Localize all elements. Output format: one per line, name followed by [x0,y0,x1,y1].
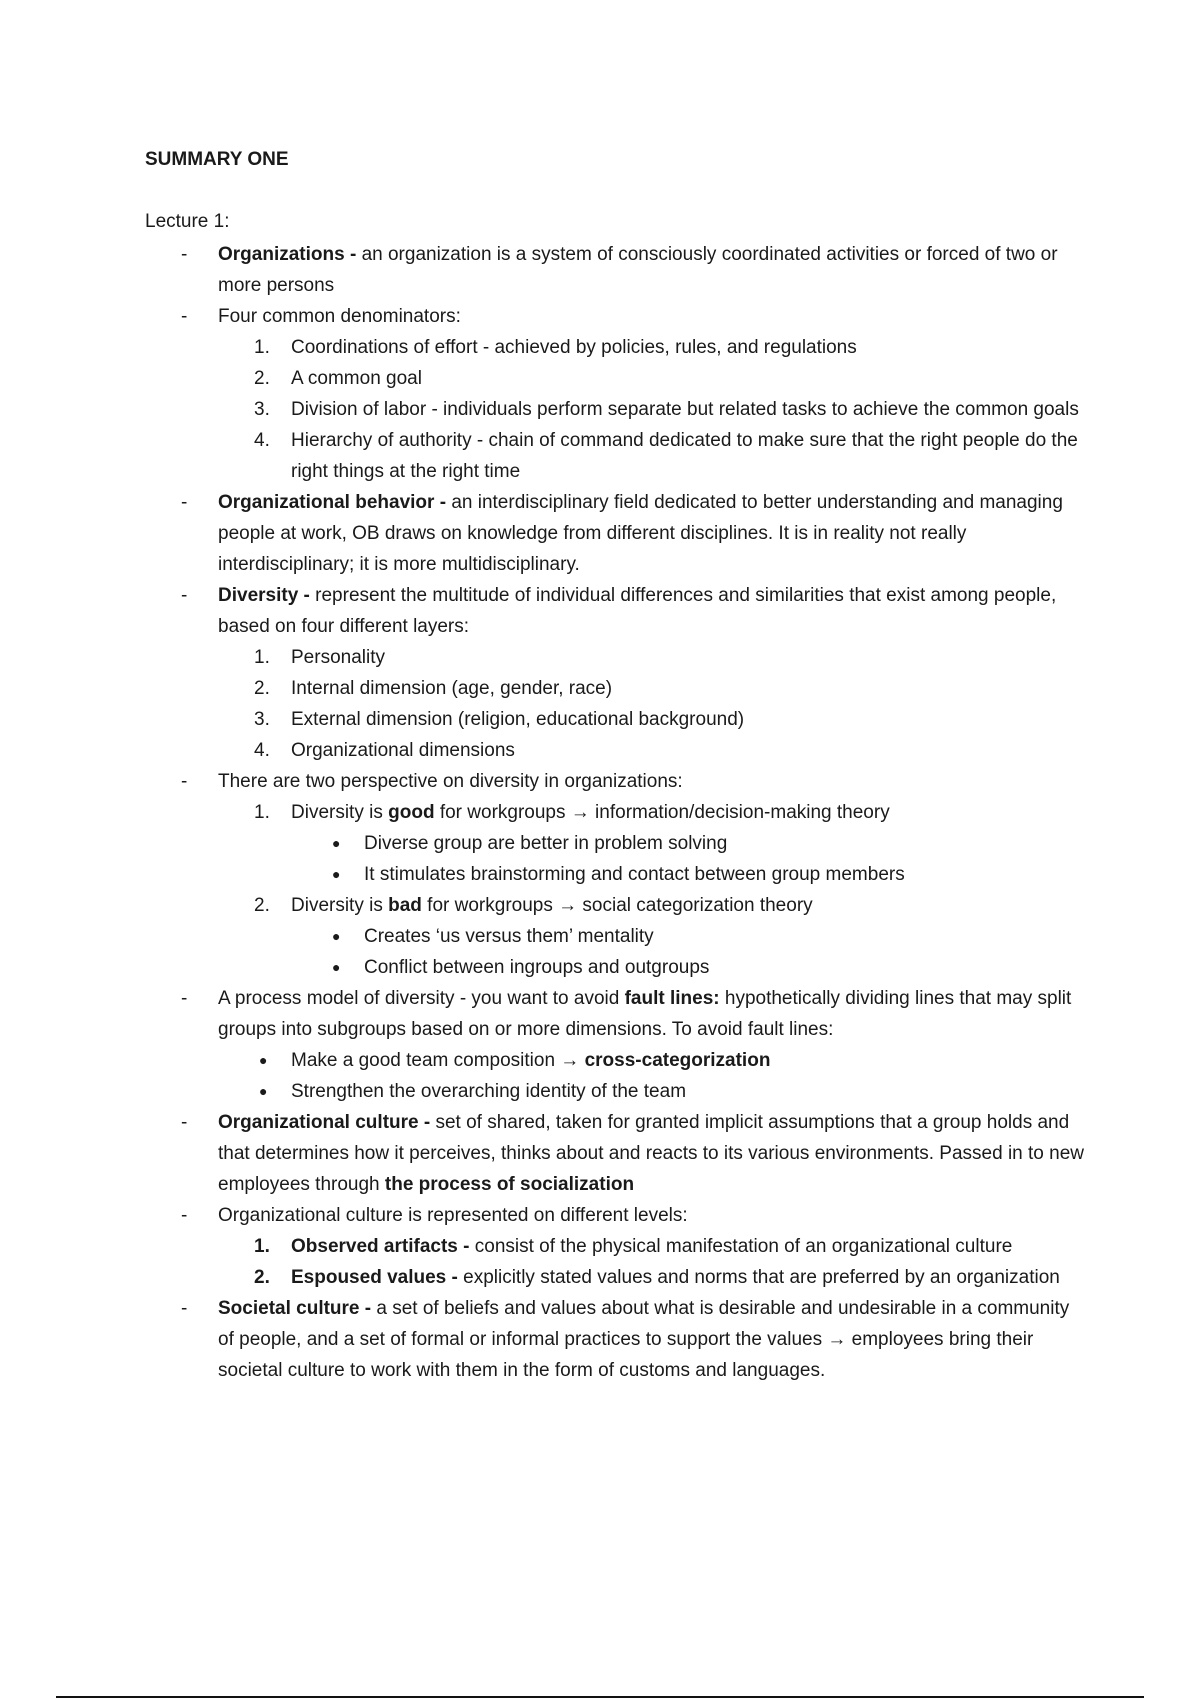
list-item [254,642,1085,673]
list-item [254,735,1085,766]
list-item-good [254,797,1085,890]
list-number: 3. [254,399,270,420]
footer-divider [56,1696,1144,1698]
list-item [254,425,1085,487]
definition: explicitly stated values and norms that are preferred by an organization [457,1267,1060,1288]
item-text: A process model of diversity - you want to avoid [218,988,625,1009]
dash-marker: - [181,1205,188,1226]
list-number: 2. [254,368,270,389]
document-title: SUMMARY ONE [145,149,289,170]
bullet-marker: ● [259,1083,268,1099]
emphasis: cross-categorization [584,1050,771,1071]
dash-marker: - [181,492,188,513]
list-number: 4. [254,740,270,761]
list-number: 2. [254,895,270,916]
item-text: Conflict between ingroups and outgroups [364,957,710,978]
dash-marker: - [181,988,188,1009]
term: Organizational culture - [218,1112,431,1133]
list-item [254,363,1085,394]
bullet-list [218,1045,1085,1107]
culture-levels-list [218,1231,1085,1293]
emphasis: fault lines: [624,988,720,1009]
definition: set of shared, taken for granted implicit assumptions that a group holds and that determines how it perceives, thinks about and reacts to its various environments. Passed in to new employees through [218,1112,1085,1195]
definition: a set of beliefs and values about what is desirable and undesirable in a community of people, and a set of formal or informal practices to support the values → employees bring their societal culture to work with them in the form of customs and languages. [218,1298,1070,1381]
item-text: External dimension (religion, educational background) [291,709,745,730]
bullet-item [259,1076,1085,1107]
item-text: hypothetically dividing lines that may split groups into subgroups based on or more dimensions. To avoid fault lines: [218,988,1072,1040]
item-text: A common goal [291,368,422,389]
emphasis: bad [388,895,422,916]
list-item-organizational-behavior [181,487,1085,580]
bullet-marker: ● [259,1052,268,1068]
definition: an organization is a system of consciously coordinated activities or forced of two or more persons [218,244,1058,296]
list-number: 1. [254,1236,270,1257]
list-item-process-model [181,983,1085,1107]
list-item-culture-levels [181,1200,1085,1293]
definition: represent the multitude of individual differences and similarities that exist among people, based on four different layers: [218,585,1057,637]
item-text: Division of labor - individuals perform separate but related tasks to achieve the common goals [291,399,1079,420]
bullet-item [259,1045,1085,1076]
list-item-perspectives [181,766,1085,983]
main-list [145,239,1085,1386]
lecture-heading: Lecture 1: [145,211,230,232]
list-item-bad [254,890,1085,983]
dash-marker: - [181,1112,188,1133]
bullet-marker: ● [332,866,341,882]
dash-marker: - [181,306,188,327]
term: Espoused values - [291,1267,458,1288]
item-text: Make a good team composition → [291,1050,585,1071]
emphasis: good [388,802,435,823]
document-page [145,146,1085,1386]
emphasis: the process of socialization [384,1174,635,1195]
term: Diversity - [218,585,310,606]
list-item [254,332,1085,363]
item-text: Hierarchy of authority - chain of command dedicated to make sure that the right people do the right things at the right time [291,430,1078,482]
dash-marker: - [181,585,188,606]
bullet-item [332,952,1085,983]
item-text: Diversity is [291,802,389,823]
list-number: 3. [254,709,270,730]
bullet-marker: ● [332,959,341,975]
list-item [254,394,1085,425]
list-number: 4. [254,430,270,451]
definition: consist of the physical manifestation of an organizational culture [469,1236,1013,1257]
bullet-list [291,921,1085,983]
list-item-organizations [181,239,1085,301]
item-text: Organizational culture is represented on different levels: [218,1205,688,1226]
item-text: Internal dimension (age, gender, race) [291,678,613,699]
item-text: for workgroups → information/decision-making theory [434,802,890,823]
perspectives-list [218,797,1085,983]
term: Societal culture - [218,1298,372,1319]
list-number: 1. [254,337,270,358]
term: Observed artifacts - [291,1236,470,1257]
list-item [254,1262,1085,1293]
list-item [254,673,1085,704]
term: Organizations - [218,244,357,265]
item-text: Diversity is [291,895,389,916]
list-item-organizational-culture [181,1107,1085,1200]
list-number: 2. [254,678,270,699]
item-text: Personality [291,647,385,668]
item-text: Four common denominators: [218,306,461,327]
item-text: Strengthen the overarching identity of the team [291,1081,687,1102]
bullet-marker: ● [332,835,341,851]
item-text: Creates ‘us versus them’ mentality [364,926,654,947]
list-number: 1. [254,647,270,668]
list-number: 2. [254,1267,270,1288]
term: Organizational behavior - [218,492,447,513]
list-number: 1. [254,802,270,823]
dash-marker: - [181,771,188,792]
list-item [254,704,1085,735]
list-item-societal-culture [181,1293,1085,1386]
dash-marker: - [181,1298,188,1319]
bullet-item [332,921,1085,952]
list-item [254,1231,1085,1262]
item-text: Organizational dimensions [291,740,515,761]
diversity-layers-list [218,642,1085,766]
list-item-denominators [181,301,1085,487]
item-text: for workgroups → social categorization theory [421,895,813,916]
item-text: Coordinations of effort - achieved by policies, rules, and regulations [291,337,857,358]
dash-marker: - [181,244,188,265]
denominators-list [218,332,1085,487]
bullet-marker: ● [332,928,341,944]
list-item-diversity [181,580,1085,766]
bullet-item [332,859,1085,890]
item-text: Diverse group are better in problem solving [364,833,728,854]
definition: an interdisciplinary field dedicated to better understanding and managing people at work, OB draws on knowledge from different disciplines. It is in reality not really interdisciplinary; it is more multidisciplinary. [218,492,1063,575]
item-text: It stimulates brainstorming and contact between group members [364,864,905,885]
item-text: There are two perspective on diversity in organizations: [218,771,683,792]
bullet-list [291,828,1085,890]
bullet-item [332,828,1085,859]
